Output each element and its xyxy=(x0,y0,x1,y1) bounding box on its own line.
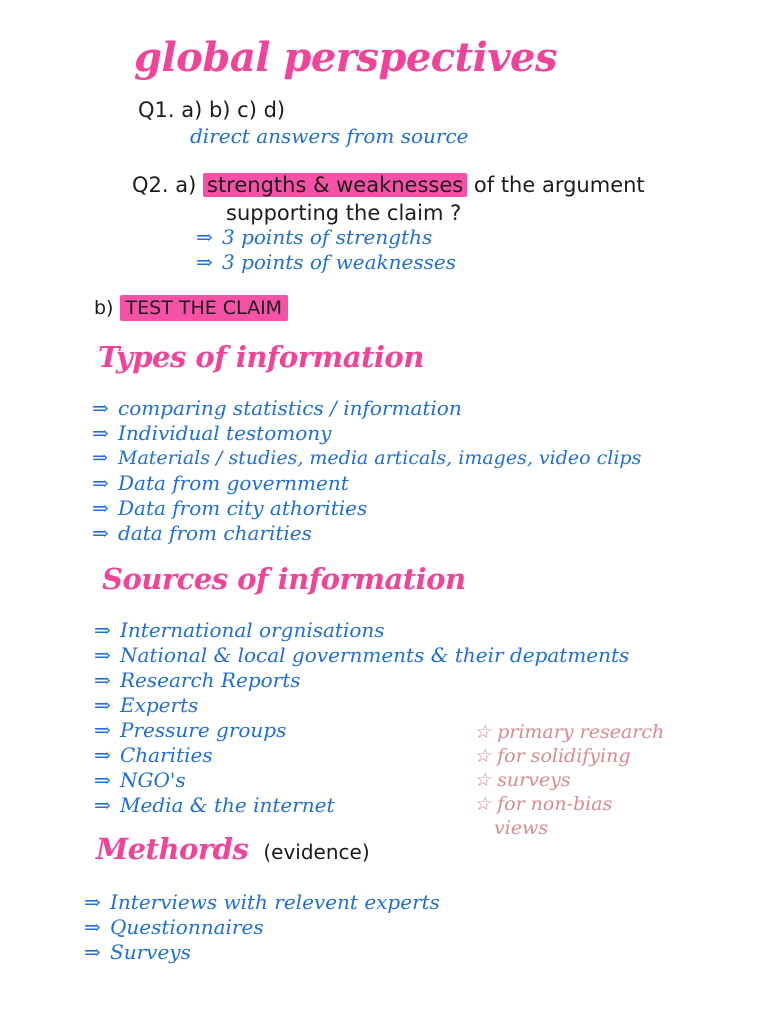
b-line xyxy=(94,297,288,319)
list-item: ⇒ Surveys xyxy=(84,940,191,964)
b-highlight: TEST THE CLAIM xyxy=(120,295,289,321)
list-item: ⇒ Questionnaires xyxy=(84,915,264,939)
q2-line2: supporting the claim ? xyxy=(226,201,462,225)
double-arrow-icon: ⇒ xyxy=(92,496,109,520)
side-notes xyxy=(474,720,664,840)
q2-line xyxy=(132,173,645,197)
list-item: ⇒ Pressure groups xyxy=(94,718,287,742)
q1-note: direct answers from source xyxy=(190,124,469,148)
double-arrow-icon: ⇒ xyxy=(92,447,108,469)
list-item: ⇒ Data from government xyxy=(92,471,349,495)
types-heading: Types of information xyxy=(98,340,424,374)
methods-heading-row xyxy=(96,832,370,866)
q1-label: Q1. a) b) c) d) xyxy=(138,98,286,122)
note-item: ☆ primary research xyxy=(474,721,665,743)
double-arrow-icon: ⇒ xyxy=(94,618,111,642)
note-item: ☆ surveys xyxy=(474,769,571,791)
page-title: global perspectives xyxy=(134,34,558,81)
b-prefix: b) xyxy=(94,297,114,319)
double-arrow-icon: ⇒ xyxy=(94,668,111,692)
list-item: ⇒ data from charities xyxy=(92,521,312,545)
note-item: ☆ for solidifying xyxy=(474,745,631,767)
double-arrow-icon: ⇒ xyxy=(94,743,111,767)
double-arrow-icon: ⇒ xyxy=(92,471,109,495)
list-item: ⇒ International orgnisations xyxy=(94,618,385,642)
list-item: ⇒ Research Reports xyxy=(94,668,301,692)
double-arrow-icon: ⇒ xyxy=(92,396,109,420)
list-item: ⇒ Media & the internet xyxy=(94,793,335,817)
star-icon: ☆ xyxy=(474,769,492,791)
list-item: ⇒ Data from city athorities xyxy=(92,496,368,520)
double-arrow-icon: ⇒ xyxy=(94,693,111,717)
double-arrow-icon: ⇒ xyxy=(84,940,101,964)
q2-point: ⇒ 3 points of strengths xyxy=(196,225,433,249)
list-item: ⇒ Individual testomony xyxy=(92,421,332,445)
q2-point: ⇒ 3 points of weaknesses xyxy=(196,250,457,274)
methods-list xyxy=(84,890,440,965)
list-item: ⇒ Materials / studies, media articals, images, video clips xyxy=(92,447,642,469)
double-arrow-icon: ⇒ xyxy=(94,768,111,792)
star-icon: ☆ xyxy=(474,745,492,767)
star-icon: ☆ xyxy=(474,793,492,815)
types-list xyxy=(92,396,641,546)
list-item: ⇒ Charities xyxy=(94,743,213,767)
q2-highlight: strengths & weaknesses xyxy=(203,173,467,197)
q2-prefix: Q2. a) xyxy=(132,173,197,197)
double-arrow-icon: ⇒ xyxy=(94,793,111,817)
list-item: ⇒ National & local governments & their depatments xyxy=(94,643,630,667)
methods-sub: (evidence) xyxy=(263,840,370,864)
note-item: views xyxy=(494,817,549,839)
double-arrow-icon: ⇒ xyxy=(196,250,213,274)
list-item: ⇒ comparing statistics / information xyxy=(92,396,462,420)
list-item: ⇒ Experts xyxy=(94,693,199,717)
star-icon: ☆ xyxy=(474,721,492,743)
double-arrow-icon: ⇒ xyxy=(94,643,111,667)
list-item: ⇒ Interviews with relevent experts xyxy=(84,890,440,914)
sources-heading: Sources of information xyxy=(102,562,466,596)
double-arrow-icon: ⇒ xyxy=(84,915,101,939)
double-arrow-icon: ⇒ xyxy=(92,521,109,545)
double-arrow-icon: ⇒ xyxy=(196,225,213,249)
double-arrow-icon: ⇒ xyxy=(94,718,111,742)
double-arrow-icon: ⇒ xyxy=(84,890,101,914)
note-item: ☆ for non-bias xyxy=(474,793,613,815)
double-arrow-icon: ⇒ xyxy=(92,421,109,445)
list-item: ⇒ NGO's xyxy=(94,768,186,792)
methods-heading: Methords xyxy=(96,832,249,866)
q2-rest: of the argument xyxy=(473,173,645,197)
